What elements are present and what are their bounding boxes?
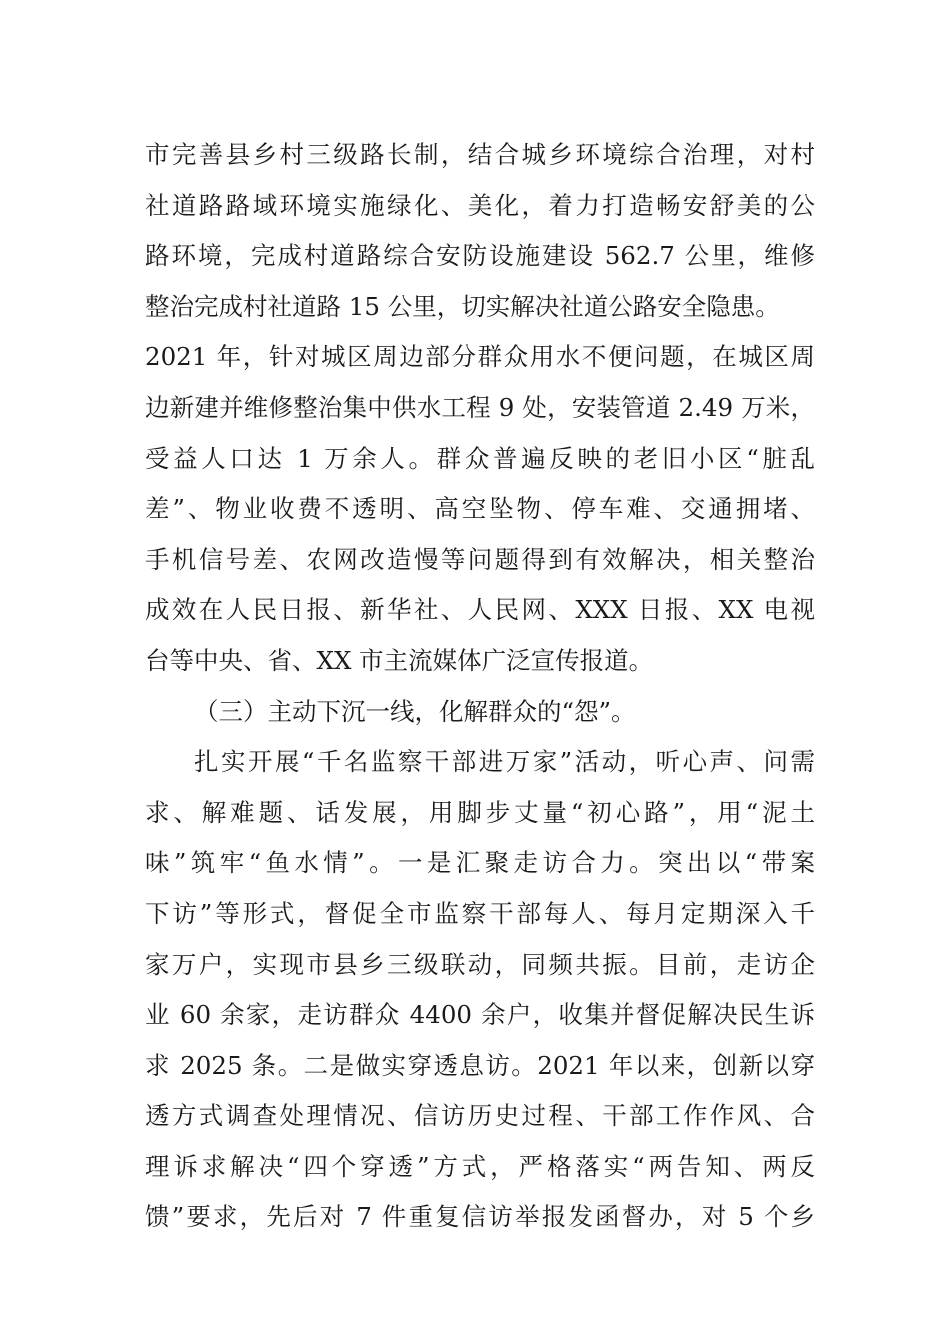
section-heading: （三）主动下沉一线，化解群众的“怨”。 — [194, 696, 636, 726]
text-line: 业 60 余家，走访群众 4400 余户，收集并督促解决民生诉 — [145, 1000, 815, 1030]
text-line: 扎实开展“千名监察干部进万家”活动，听心声、问需 — [194, 747, 815, 777]
text-line: 成效在人民日报、新华社、人民网、XXX 日报、XX 电视 — [145, 595, 815, 625]
text-line: 整治完成村社道路 15 公里，切实解决社道公路安全隐患。 — [145, 291, 780, 321]
text-line: 家万户，实现市县乡三级联动，同频共振。目前，走访企 — [145, 949, 815, 979]
text-line: 理诉求解决“四个穿透”方式，严格落实“两告知、两反 — [145, 1151, 815, 1181]
text-line: 差”、物业收费不透明、高空坠物、停车难、交通拥堵、 — [145, 494, 815, 524]
text-line: 受益人口达 1 万余人。群众普遍反映的老旧小区“脏乱 — [145, 443, 815, 473]
text-line: 2021 年，针对城区周边部分群众用水不便问题，在城区周 — [145, 342, 815, 372]
text-line: 市完善县乡村三级路长制，结合城乡环境综合治理，对村 — [145, 140, 815, 169]
text-line: 透方式调查处理情况、信访历史过程、干部工作作风、合 — [145, 1101, 815, 1131]
text-line: 下访”等形式，督促全市监察干部每人、每月定期深入千 — [145, 898, 815, 928]
text-line: 求 2025 条。二是做实穿透息访。2021 年以来，创新以穿 — [145, 1050, 815, 1080]
text-line: 路环境，完成村道路综合安防设施建设 562.7 公里，维修 — [145, 241, 815, 271]
text-line: 求、解难题、话发展，用脚步丈量“初心路”，用“泥土 — [145, 797, 815, 827]
document-body — [145, 130, 815, 1243]
text-line: 馈”要求，先后对 7 件重复信访举报发函督办，对 5 个乡 — [145, 1202, 815, 1232]
text-line: 社道路路域环境实施绿化、美化，着力打造畅安舒美的公 — [145, 190, 815, 220]
text-line: 台等中央、省、XX 市主流媒体广泛宣传报道。 — [145, 645, 654, 675]
text-line: 味”筑牢“鱼水情”。一是汇聚走访合力。突出以“带案 — [145, 848, 815, 878]
text-line: 边新建并维修整治集中供水工程 9 处，安装管道 2.49 万米， — [145, 392, 815, 422]
text-line: 手机信号差、农网改造慢等问题得到有效解决，相关整治 — [145, 544, 815, 574]
